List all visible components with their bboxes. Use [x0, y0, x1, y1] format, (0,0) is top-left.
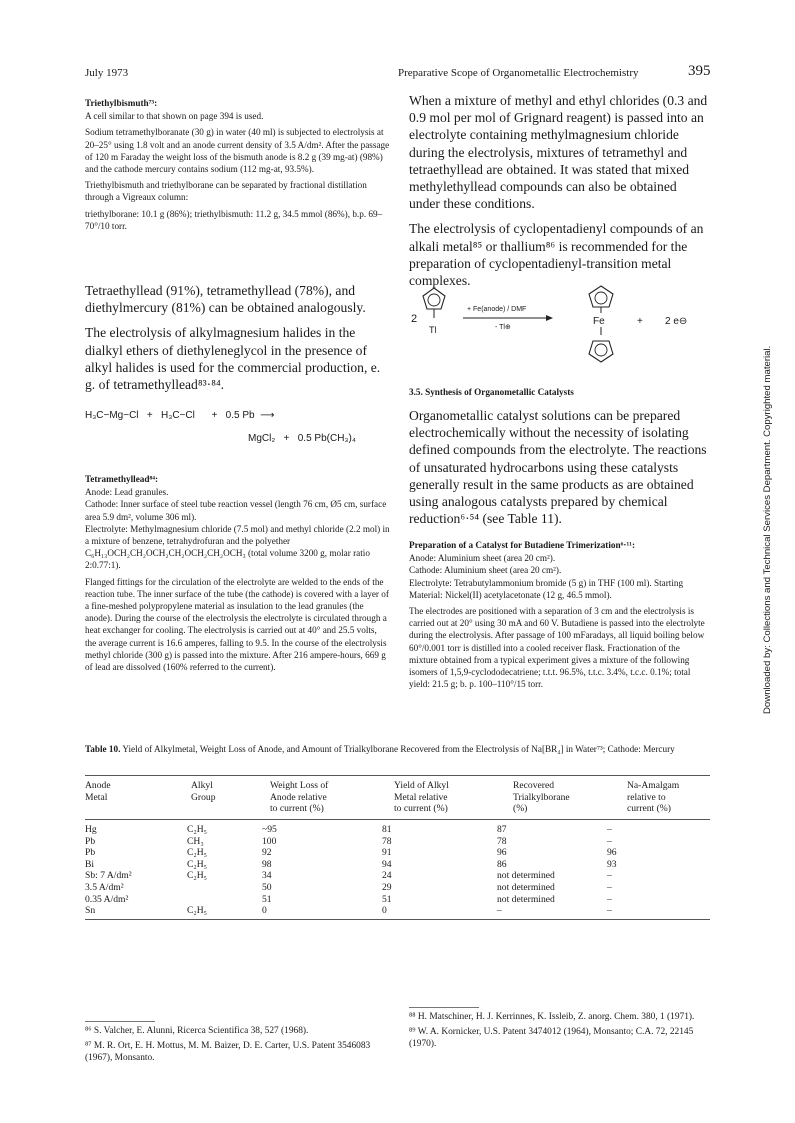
cell-anode: 3.5 A/dm² — [85, 881, 124, 893]
paragraph: The electrolysis of cyclopentadienyl compounds of an alkali metal⁸⁵ or thallium⁸⁶ is recommended for the preparation of cyclopentadienyl-transition metal complexes. — [409, 221, 704, 289]
table-caption — [85, 743, 715, 755]
scheme-reagent: + Fe(anode) / DMF — [467, 306, 527, 313]
triethylbismuth-title: Triethylbismuth⁷³: — [85, 98, 158, 108]
footnote: ⁸⁶ S. Valcher, E. Alunni, Ricerca Scientifica 38, 527 (1968). — [85, 1026, 309, 1036]
header-cell: current (%) — [627, 803, 671, 815]
cell-alkyl: C₂H₅ — [187, 870, 208, 882]
table-row — [85, 847, 710, 859]
scheme-byproduct: - Tl⊕ — [495, 324, 511, 331]
header-cell: Recovered — [513, 780, 555, 791]
footnote: ⁸⁸ H. Matschiner, H. J. Kerrinnes, K. Issleib, Z. anorg. Chem. 380, 1 (1971). — [409, 1012, 695, 1022]
footnote: ⁸⁹ W. A. Kornicker, U.S. Patent 3474012 (1964), Monsanto; C.A. 72, 22145 (1970). — [409, 1026, 694, 1049]
running-title: Preparative Scope of Organometallic Electrochemistry — [398, 67, 639, 79]
cell-amalgam: 96 — [607, 847, 617, 859]
header-cell: Weight Loss of — [270, 780, 329, 791]
cell-yield: 29 — [382, 881, 392, 893]
cell-anode: Pb — [85, 847, 96, 859]
paragraph: Electrolyte: Tetrabutylammonium bromide (5 g) in THF (100 ml). Starting Material: Nickel(II) acetylacetonate (12 g, 46.5 mmol). — [409, 577, 684, 600]
paragraph: Electrolyte: Methylmagnesium chloride (7.5 mol) and methyl chloride (2.2 mol) in a mixture of benzene, tetrahydrofuran and the polyether C₆H₁₃OCH₂CH₂OCH₂CH₂OCH₂CH₂OCH₃ (total volume 3200 g, molar ratio 2:0.77:1). — [85, 523, 390, 571]
cell-recovered: 78 — [497, 835, 507, 847]
cell-yield: 81 — [382, 824, 392, 835]
cell-anode: Bi — [85, 858, 95, 870]
paragraph: Cathode: Inner surface of steel tube reaction vessel (length 76 cm, Ø5 cm, surface area 5.9 dm², volume 306 ml). — [85, 499, 387, 522]
cell-weight-loss: ~95 — [262, 824, 277, 835]
equation-line-2: MgCl₂ + 0.5 Pb(CH₃)₄ — [248, 433, 356, 444]
paragraph: Anode: Aluminium sheet (area 20 cm²). — [409, 553, 556, 564]
paragraph: When a mixture of methyl and ethyl chlorides (0.3 and 0.9 mol per mol of Grignard reagent) is passed into an electrolyte containing methylmagnesium chloride during the electrolysis, mixtures of tetramethyl and tetraethyllead are obtained. It was stated that mixed methylethyllead compounds can also be obtained under these conditions. — [409, 93, 708, 212]
cell-anode: Hg — [85, 824, 97, 835]
cell-anode: Sn — [85, 905, 96, 917]
header-cell: relative to — [627, 791, 666, 803]
cell-anode: Pb — [85, 835, 96, 847]
header-cell: Group — [191, 791, 216, 803]
cell-alkyl: C₂H₅ — [187, 905, 208, 917]
cell-yield: 51 — [382, 893, 392, 905]
cell-recovered: 86 — [497, 858, 507, 870]
catalyst-title: Preparation of a Catalyst for Butadiene Trimerization⁶·¹¹: — [409, 540, 636, 550]
paragraph: Tetraethyllead (91%), tetramethyllead (78%), and diethylmercury (81%) can be obtained analogously. — [85, 283, 366, 316]
paragraph: Anode: Lead granules. — [85, 487, 169, 498]
cell-alkyl: C₂H₅ — [187, 858, 208, 870]
header-cell: Na-Amalgam — [627, 780, 680, 791]
header-cell: to current (%) — [394, 803, 448, 815]
header-cell: Metal — [85, 791, 108, 803]
cell-anode: Sb: 7 A/dm² — [85, 870, 132, 882]
footnotes-left — [85, 1025, 390, 1067]
header-cell: Yield of Alkyl — [394, 780, 449, 791]
scheme-coefficient: 2 — [411, 313, 418, 325]
paragraph: A cell similar to that shown on page 394 is used. — [85, 111, 264, 122]
footnotes-right — [409, 1011, 709, 1053]
table-top-rule — [85, 775, 710, 776]
footnote-rule-right — [409, 1007, 479, 1008]
cell-yield: 94 — [382, 858, 392, 870]
paragraph: Flanged fittings for the circulation of the electrolyte are welded to the ends of the reaction tube. The inner surface of the tube (the cathode) is covered with a layer of a fine-meshed polypropylene material as insulation to the lead granules (the anode). During the course of the electrolysis the electrolyte is circulated through a heat exchanger for cooling. The electrolysis is carried out at 40° and 25.5 volts, the average current is 16.6 amperes, falling to 9.5. In the course of the electrolysis methyl chloride (300 g) is passed into the mixture. After 216 ampere-hours, 669 g of lead are dissolved (160% referred to the current). — [85, 576, 389, 673]
cell-recovered: 87 — [497, 824, 507, 835]
left-body-text — [85, 282, 390, 401]
cell-weight-loss: 51 — [262, 893, 272, 905]
cell-weight-loss: 100 — [262, 835, 277, 847]
tetramethyllead-title: Tetramethyllead⁸⁴: — [85, 474, 159, 484]
header-cell: Alkyl — [191, 780, 213, 791]
cyclopentadienyl-ring-icon — [419, 285, 449, 325]
paragraph: Sodium tetramethylboranate (30 g) in water (40 ml) is subjected to electrolysis at 20–25° using 1.8 volt and an anode current density of 3.5 A/dm². After the passage of 120 m Faraday the weight loss of the bismuth anode is 8.2 g (39 mg-at) (98%) and the cathode mercury contains sodium (112 mg-at, 93.5%). — [85, 127, 390, 175]
cell-amalgam: – — [607, 881, 612, 893]
paragraph: Cathode: Aluminium sheet (area 20 cm²). — [409, 565, 562, 576]
table-row — [85, 836, 710, 848]
running-date: July 1973 — [85, 67, 129, 79]
table-row — [85, 894, 710, 906]
table-caption-text: Yield of Alkylmetal, Weight Loss of Anode, and Amount of Trialkylborane Recovered from the Electrolysis of Na[BR₄] in Water⁷³; Cathode: Mercury — [122, 744, 675, 754]
table-body — [85, 824, 710, 917]
reaction-arrow-icon — [463, 315, 553, 321]
cell-weight-loss: 0 — [262, 905, 267, 917]
cell-alkyl — [187, 894, 262, 906]
footnote-rule-left — [85, 1021, 155, 1022]
header-cell: (%) — [513, 803, 528, 815]
cell-yield: 78 — [382, 835, 392, 847]
table-caption-label: Table 10. — [85, 744, 121, 754]
tetramethyllead-block — [85, 473, 390, 677]
table-row — [85, 859, 710, 871]
cell-anode: 0.35 A/dm² — [85, 893, 129, 905]
cell-alkyl: C₂H₅ — [187, 824, 208, 835]
cell-weight-loss: 92 — [262, 847, 272, 859]
cell-weight-loss: 98 — [262, 858, 272, 870]
paragraph: Organometallic catalyst solutions can be prepared electrochemically without the necessity of isolating defined compounds from the electrolyte. The reactions of unsaturated hydrocarbons using these catalysts generally result in the same products as are obtained using analogous catalysts prepared by chemical reduction⁶·⁵⁴ (see Table 11). — [409, 408, 707, 527]
cell-amalgam: 93 — [607, 858, 617, 870]
footnote: ⁸⁷ M. R. Ort, E. H. Mottus, M. M. Baizer, D. E. Carter, U.S. Patent 3546083 (1967), Monsanto. — [85, 1040, 371, 1063]
page-number: 395 — [688, 63, 711, 79]
cell-amalgam: – — [607, 870, 612, 882]
cell-weight-loss: 50 — [262, 881, 272, 893]
right-body-text — [409, 92, 709, 297]
cell-amalgam: – — [607, 893, 612, 905]
cell-alkyl: CH₃ — [187, 835, 204, 847]
ferrocene-scheme — [409, 285, 709, 365]
scheme-electrons: 2 e⊖ — [665, 316, 688, 327]
header-cell: Anode relative — [270, 791, 327, 803]
paragraph: The electrodes are positioned with a separation of 3 cm and the electrolysis is carried out at 20° using 30 mA and 60 V. Butadiene is passed into the electrolyte during the electrolysis. After passage of 100 mFaradays, all liquid boiling below 60°/0.001 torr is distilled into a cooled receiver flask. Fractionation of the mixture obtained from a typical experiment gives a mixture of the following isomers of 1,5,9-cyclododecatriene; t.t.t. 96.5%, t.t.c. 3.4%, t.c.c. 0.1%; total yield: 21.5 g; b. p. 100–110°/15 torr. — [409, 606, 705, 690]
header-cell: Trialkylborane — [513, 791, 570, 803]
table-row — [85, 870, 710, 882]
cell-amalgam: – — [607, 835, 612, 847]
cell-recovered: not determined — [497, 870, 555, 882]
table-row — [85, 882, 710, 894]
table-bottom-rule — [85, 919, 710, 920]
header-cell: Metal relative — [394, 791, 448, 803]
cell-amalgam: – — [607, 824, 612, 835]
header-cell: to current (%) — [270, 803, 324, 815]
paragraph: The electrolysis of alkylmagnesium halides in the dialkyl ethers of diethyleneglycol in the presence of alkyl halides is used for the commercial production, e. g. of tetramethyllead⁸³·⁸⁴. — [85, 325, 381, 393]
catalyst-body-text — [409, 407, 709, 535]
header-cell: Anode — [85, 780, 111, 791]
table-row — [85, 824, 710, 836]
cell-yield: 24 — [382, 870, 392, 882]
paragraph: Triethylbismuth and triethylborane can be separated by fractional distillation through a Vigreaux column: — [85, 180, 367, 203]
table-header-rule — [85, 819, 710, 820]
catalyst-preparation-block — [409, 539, 709, 694]
scheme-plus: + — [637, 316, 643, 327]
scheme-iron: Fe — [593, 316, 605, 327]
download-watermark: Downloaded by: Collections and Technical Services Department. Copyrighted material. — [762, 345, 773, 714]
cell-alkyl — [187, 882, 262, 894]
cell-recovered: not determined — [497, 881, 555, 893]
table-header — [85, 780, 710, 815]
section-title: 3.5. Synthesis of Organometallic Catalysts — [409, 387, 574, 397]
cell-recovered: 96 — [497, 847, 507, 859]
paragraph: triethylborane: 10.1 g (86%); triethylbismuth: 11.2 g, 34.5 mmol (86%), b.p. 69–70°/10 torr. — [85, 208, 383, 231]
equation-line-1: H₃C−Mg−Cl + H₃C−Cl + 0.5 Pb ⟶ — [85, 410, 275, 421]
triethylbismuth-block — [85, 97, 390, 236]
scheme-thallium: Tl — [429, 325, 437, 335]
cell-recovered: – — [497, 905, 502, 917]
table-row — [85, 905, 710, 917]
cell-amalgam: – — [607, 905, 612, 917]
cell-weight-loss: 34 — [262, 870, 272, 882]
cell-alkyl: C₂H₅ — [187, 847, 208, 859]
cell-yield: 0 — [382, 905, 387, 917]
cell-recovered: not determined — [497, 893, 555, 905]
cell-yield: 91 — [382, 847, 392, 859]
